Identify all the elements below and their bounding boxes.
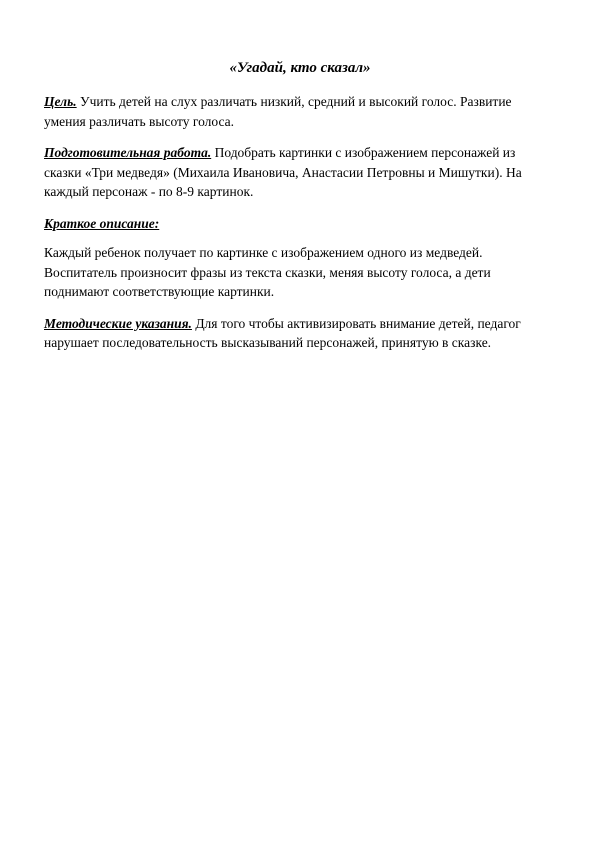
document-body xyxy=(44,58,556,365)
section-description-label: Краткое описание: xyxy=(44,215,160,231)
section-goal-text: Учить детей на слух различать низкий, средний и высокий голос. Развитие умения различать высоту голоса. xyxy=(44,94,512,129)
section-guidelines xyxy=(44,314,556,353)
section-guidelines-label: Методические указания. xyxy=(44,315,192,331)
section-guidelines-text: Для того чтобы активизировать внимание детей, педагог нарушает последовательность высказываний персонажей, принятую в сказке. xyxy=(44,315,521,350)
section-description-heading xyxy=(44,214,556,234)
section-goal xyxy=(44,92,556,131)
section-preparation-text: Подобрать картинки с изображением персонажей из сказки «Три медведя» (Михаила Ивановича, Анастасии Петровны и Мишутки). На каждый персонаж - по 8-9 картинок. xyxy=(44,145,522,199)
section-description-body xyxy=(44,243,556,302)
section-preparation xyxy=(44,143,556,202)
page-title: «Угадай, кто сказал» xyxy=(229,60,371,76)
section-goal-label: Цель. xyxy=(44,94,77,109)
section-preparation-label: Подготовительная работа. xyxy=(44,145,212,160)
section-description-text: Каждый ребенок получает по картинке с изображением одного из медведей. Воспитатель произносит фразы из текста сказки, меняя высоту голоса, а дети поднимают соответствующие картинки. xyxy=(44,245,491,299)
